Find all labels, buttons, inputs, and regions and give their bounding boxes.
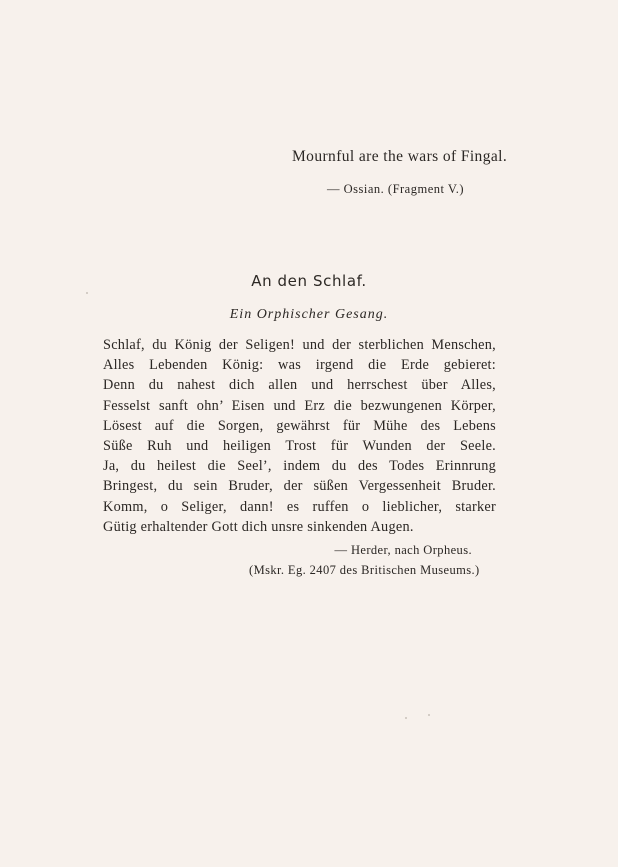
- poem-line: Gütig erhaltender Gott dich unsre sinkenden Augen.: [103, 518, 414, 535]
- manuscript-reference: (Mskr. Eg. 2407 des Britischen Museums.): [249, 563, 480, 577]
- poem-line: Schlaf, du König der Seligen! und der sterblichen Menschen,: [103, 337, 496, 353]
- paper-speck: [86, 292, 88, 294]
- poem-line: Süße Ruh und heiligen Trost für Wunden der Seele.: [103, 437, 496, 454]
- poem-line: Ja, du heilest die Seel’, indem du des Todes Erinnrung: [103, 458, 496, 475]
- poem-line: Lösest auf die Sorgen, gewährst für Mühe des Lebens: [103, 417, 496, 434]
- poem-attribution: — Herder, nach Orpheus.: [334, 543, 472, 557]
- epigraph-quote: Mournful are the wars of Fingal.: [292, 148, 508, 165]
- poem-title: An den Schlaf.: [251, 272, 367, 290]
- poem-line: Alles Lebenden König: was irgend die Erde gebieret:: [103, 357, 496, 374]
- epigraph-source: — Ossian. (Fragment V.): [327, 182, 465, 196]
- poem-subtitle: Ein Orphischer Gesang.: [229, 307, 389, 322]
- poem-line: Fesselst sanft ohn’ Eisen und Erz die bezwungenen Körper,: [103, 397, 496, 414]
- paper-speck: [405, 717, 407, 719]
- poem-line: Komm, o Seliger, dann! es ruffen o lieblicher, starker: [103, 498, 496, 515]
- poem-line: Bringest, du sein Bruder, der süßen Vergessenheit Bruder.: [103, 478, 496, 495]
- paper-speck: [428, 714, 430, 716]
- poem-stanza: [103, 335, 496, 537]
- poem-line: Denn du nahest dich allen und herrschest über Alles,: [103, 377, 496, 394]
